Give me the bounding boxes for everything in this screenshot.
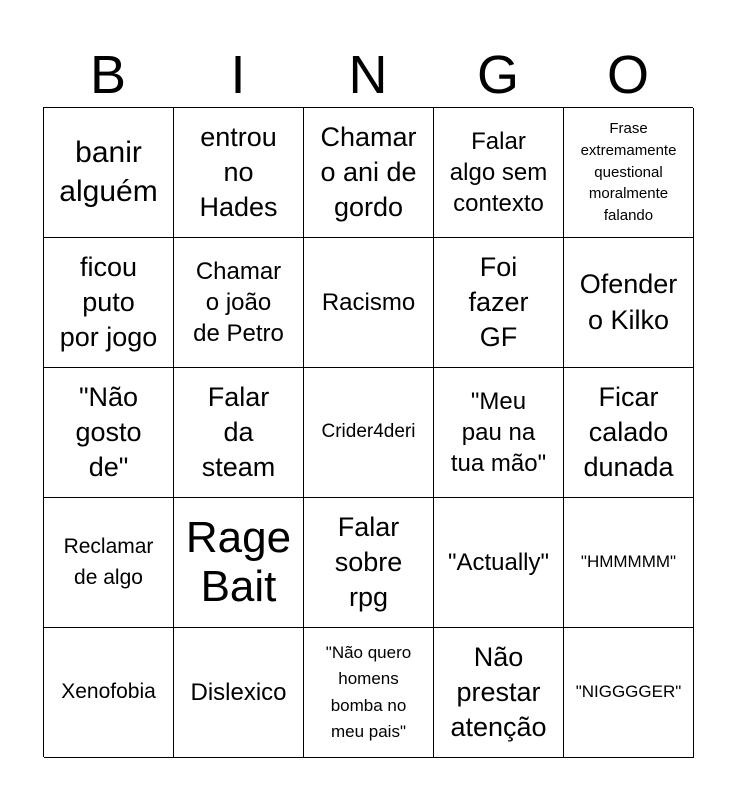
bingo-cell-r4-c4[interactable] [434, 498, 564, 628]
bingo-cell-r2-c1[interactable] [44, 238, 174, 368]
cell-text: Falar algo sem contexto [449, 127, 548, 218]
cell-text: Foi fazer GF [468, 251, 529, 353]
bingo-cell-r2-c3[interactable] [304, 238, 434, 368]
cell-text: Xenofobia [61, 680, 156, 704]
bingo-cell-r1-c5[interactable] [564, 108, 694, 238]
bingo-cell-r3-c5[interactable] [564, 368, 694, 498]
bingo-cell-r5-c1[interactable] [44, 628, 174, 758]
bingo-cell-r4-c5[interactable] [564, 498, 694, 628]
cell-text: Ofender o Kilko [579, 269, 678, 335]
cell-text: "HMMMMM" [580, 552, 677, 572]
bingo-cell-r5-c4[interactable] [434, 628, 564, 758]
cell-text: ficou puto por jogo [59, 251, 158, 353]
cell-text: "NIGGGGER" [575, 682, 682, 702]
bingo-cell-r2-c4[interactable] [434, 238, 564, 368]
cell-text: Chamar o joão de Petro [193, 257, 284, 348]
bingo-cell-r3-c2[interactable] [174, 368, 304, 498]
cell-text: "Não quero homens bomba no meu pais" [325, 642, 412, 741]
cell-text: Frase extremamente questional moralmente falando [580, 120, 677, 225]
bingo-cell-r4-c1[interactable] [44, 498, 174, 628]
header-letter-g: G [476, 45, 519, 105]
bingo-cell-r5-c3[interactable] [304, 628, 434, 758]
bingo-cell-r1-c2[interactable] [174, 108, 304, 238]
cell-text: Rage Bait [185, 513, 292, 611]
cell-text: Falar da steam [201, 381, 276, 483]
bingo-board [43, 107, 693, 757]
header-letter-i: I [230, 45, 246, 105]
cell-text: entrou no Hades [199, 121, 278, 223]
cell-text: Ficar calado dunada [583, 381, 674, 483]
cell-text: Dislexico [190, 678, 287, 706]
bingo-cell-r5-c2[interactable] [174, 628, 304, 758]
cell-text: "Meu pau na tua mão" [450, 387, 547, 478]
bingo-header [43, 44, 693, 106]
bingo-cell-r5-c5[interactable] [564, 628, 694, 758]
cell-text: Não prestar atenção [450, 641, 547, 743]
bingo-cell-r2-c5[interactable] [564, 238, 694, 368]
cell-text: Racismo [321, 288, 416, 316]
cell-text: Crider4deri [321, 421, 416, 443]
bingo-cell-r1-c4[interactable] [434, 108, 564, 238]
header-letter-b: B [89, 45, 127, 105]
cell-text: "Actually" [447, 548, 550, 576]
cell-text: Chamar o ani de gordo [320, 121, 417, 223]
cell-text: banir alguém [59, 136, 158, 208]
bingo-cell-r1-c1[interactable] [44, 108, 174, 238]
cell-text: Reclamar de algo [63, 535, 154, 589]
cell-text: "Não gosto de" [75, 381, 142, 483]
header-letter-n: N [348, 45, 388, 105]
bingo-cell-r3-c3[interactable] [304, 368, 434, 498]
cell-text: Falar sobre rpg [334, 511, 403, 613]
bingo-cell-r2-c2[interactable] [174, 238, 304, 368]
bingo-cell-r3-c1[interactable] [44, 368, 174, 498]
bingo-cell-r4-c3[interactable] [304, 498, 434, 628]
bingo-cell-r1-c3[interactable] [304, 108, 434, 238]
header-letter-o: O [606, 45, 649, 105]
bingo-cell-r4-c2[interactable] [174, 498, 304, 628]
bingo-cell-r3-c4[interactable] [434, 368, 564, 498]
